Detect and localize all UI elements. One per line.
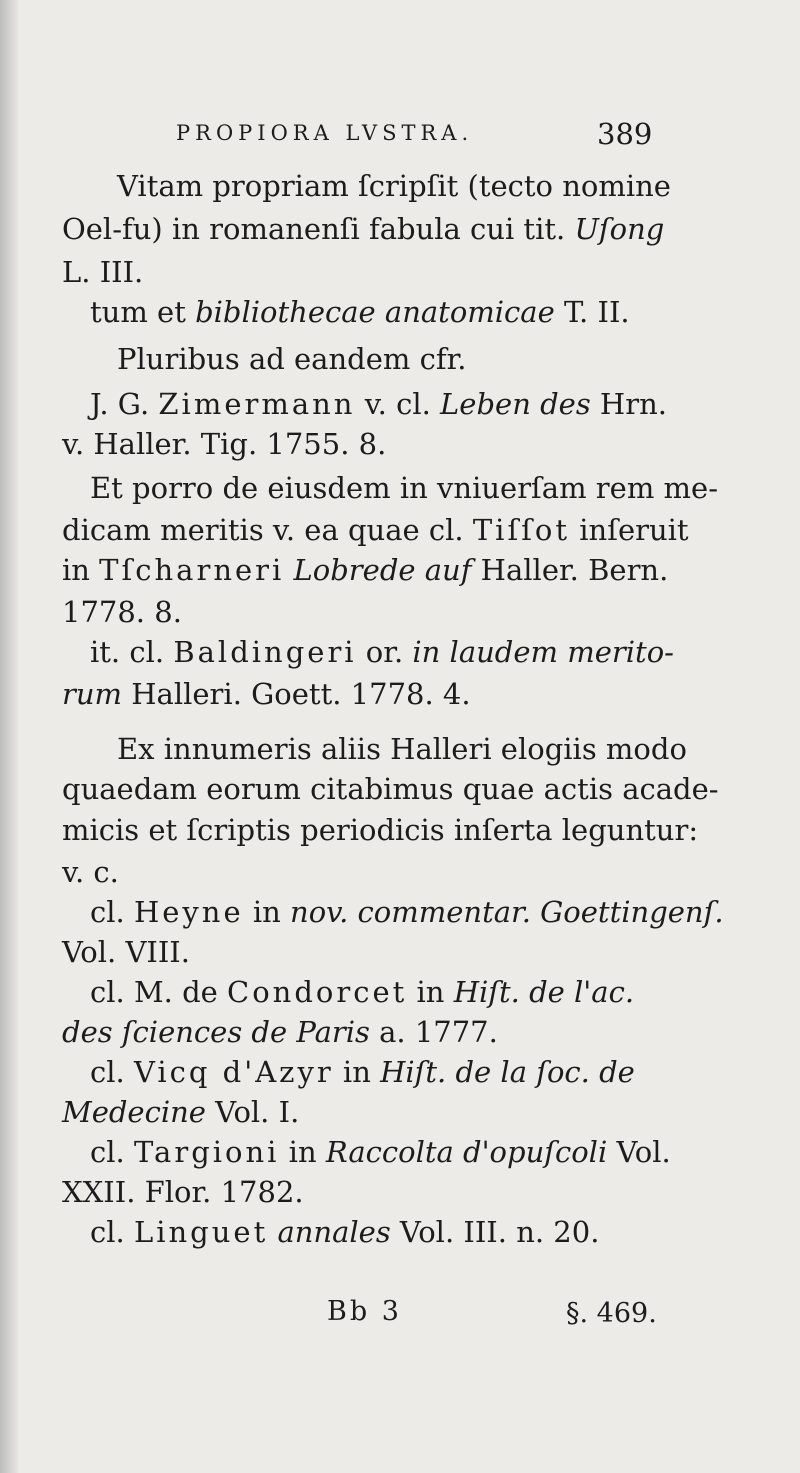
text-line [62,427,387,461]
text-segment [284,553,293,587]
text-line [62,677,471,711]
text-line [90,387,667,421]
text-line [62,212,665,246]
text-segment: a. 1777. [369,1015,498,1049]
text-segment: dicam meritis v. ea quae cl. [62,513,473,547]
text-line [90,635,674,669]
text-line [90,1055,635,1089]
text-segment: in [62,553,100,587]
text-segment: Hiſt. de la ſoc. de [380,1055,635,1089]
text-line [62,1175,304,1209]
text-segment: Targioni [133,1135,280,1169]
text-segment: Vitam propriam ſcripſit (tecto nomine [117,169,671,203]
text-segment: Leben des [440,387,591,421]
text-segment: in laudem merito- [412,635,674,669]
text-line [62,553,669,587]
text-segment: des ſciences de Paris [62,1015,370,1049]
text-segment: cl. [90,1215,134,1249]
text-line [90,895,724,929]
text-line [62,935,190,969]
text-segment: Tſcharneri [99,553,285,587]
text-segment: Pluribus ad eandem cfr. [117,342,467,376]
text-segment: Lobrede auf [293,553,472,587]
text-segment: Heyne [133,895,244,929]
text-line [62,855,119,889]
section-number: §. 469. [566,1298,657,1329]
text-segment: Raccolta d'opuſcoli [325,1135,608,1169]
page-number: 389 [597,117,653,151]
text-segment: it. cl. [90,635,174,669]
text-segment: or. [356,635,413,669]
text-segment: J. G. [90,387,159,421]
text-segment: 1778. 8. [62,595,182,629]
text-segment: v. c. [62,855,119,889]
text-segment: tum et [90,295,196,329]
text-line [62,595,182,629]
text-line [62,1015,498,1049]
text-segment: in [279,1135,326,1169]
text-segment: rum [62,677,123,711]
text-line [117,342,467,376]
text-segment: Vicq d'Azyr [133,1055,334,1089]
text-segment: Vol. VIII. [62,935,190,969]
text-line [90,1215,600,1249]
text-segment: in [333,1055,381,1089]
text-segment: v. cl. [355,387,441,421]
text-segment: L. III. [62,255,144,289]
text-line [62,1095,300,1129]
text-segment: Hiſt. de l'ac. [453,975,635,1009]
text-segment: Haller. Bern. [471,553,669,587]
text-line [117,169,671,203]
text-segment: Medecine [62,1095,206,1129]
text-segment: Ex innumeris aliis Halleri elogiis modo [117,732,687,766]
text-segment: Vol. III. n. 20. [390,1215,600,1249]
text-segment: Uſong [574,212,665,246]
signature-mark: Bb 3 [327,1296,402,1327]
text-segment: Hrn. [590,387,667,421]
text-segment: bibliothecae anatomicae [195,295,555,329]
text-segment: Zimermann [158,387,356,421]
text-line [62,513,689,547]
text-line [62,255,144,289]
text-segment: quaedam eorum citabimus quae actis acade- [62,772,719,806]
text-segment: cl. M. de [90,975,228,1009]
text-segment: micis et ſcriptis periodicis inſerta leguntur: [62,813,699,847]
text-segment: nov. commentar. Goettingenſ. [290,895,724,929]
text-segment: in [243,895,291,929]
text-segment: T. II. [554,295,630,329]
text-segment: cl. [90,1055,134,1089]
text-segment: Vol. I. [205,1095,300,1129]
text-segment: Et porro de eiusdem in vniuerſam rem me- [90,471,719,505]
text-segment: Baldingeri [173,635,357,669]
text-segment: Condorcet [227,975,408,1009]
running-title: PROPIORA LVSTRA. [176,121,474,145]
text-line [90,295,630,329]
text-line [90,1135,671,1169]
text-line [90,471,719,505]
text-segment: v. Haller. Tig. 1755. 8. [62,427,387,461]
text-segment: cl. [90,895,134,929]
text-segment: Tiſſot [472,513,571,547]
text-segment: inſeruit [570,513,689,547]
text-segment: XXII. Flor. 1782. [62,1175,304,1209]
text-segment: in [407,975,454,1009]
text-line [90,975,635,1009]
text-line [62,772,719,806]
text-line [62,813,699,847]
text-segment: annales [277,1215,391,1249]
text-segment: Halleri. Goett. 1778. 4. [122,677,471,711]
text-segment: Linguet [133,1215,269,1249]
text-segment: Oel-fu) in romanenſi fabula cui tit. [62,212,575,246]
text-segment: Vol. [607,1135,671,1169]
text-line [117,732,687,766]
text-segment: cl. [90,1135,134,1169]
page-gutter-shadow [0,0,18,1473]
